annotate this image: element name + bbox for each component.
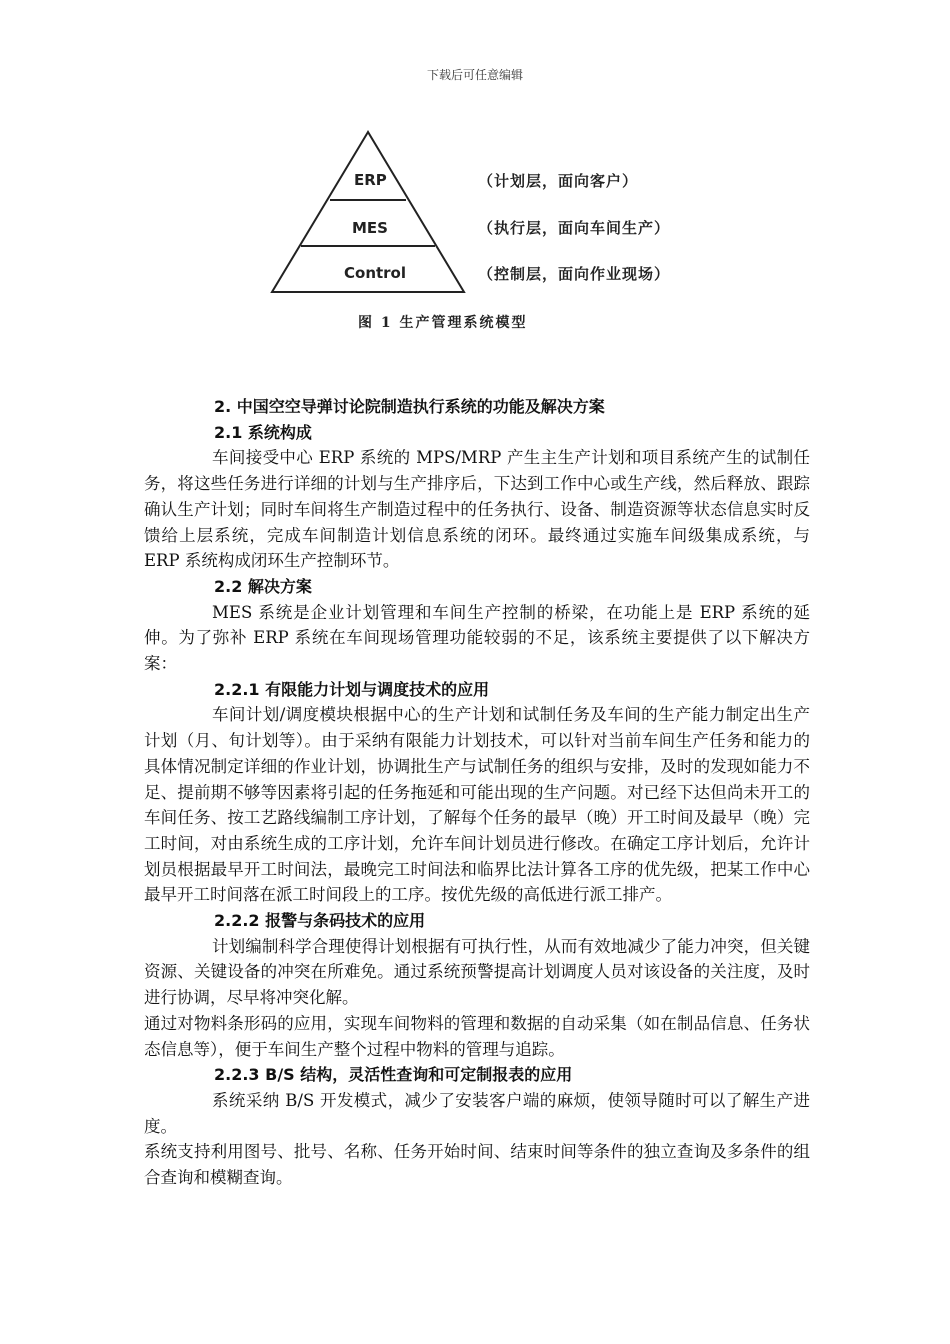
- section-2-2-body: MES 系统是企业计划管理和车间生产控制的桥梁，在功能上是 ERP 系统的延伸。为了弥补 ERP 系统在车间现场管理功能较弱的不足，该系统主要提供了以下解决方案：: [144, 602, 810, 674]
- layer-control-label: Control: [344, 264, 407, 282]
- section-2-2-title: 2.2 解决方案: [214, 576, 312, 596]
- section-2-1-body: 车间接受中心 ERP 系统的 MPS/MRP 产生主生产计划和项目系统产生的试制任务，将这些任务进行详细的计划与生产排序后，下达到工作中心或生产线，然后释放、跟踪确认生产计划；同时车间将生产制造过程中的任务执行、设备、制造资源等状态信息实时反馈给上层系统，完成车间制造计划信息系统的闭环。最终通过实施车间级集成系统，与 ERP 系统构成闭环生产控制环节。: [144, 448, 810, 571]
- section-2-title: 2. 中国空空导弹讨论院制造执行系统的功能及解决方案: [214, 397, 605, 416]
- section-2-2-3-title: 2.2.3 B/S 结构，灵活性查询和可定制报表的应用: [214, 1065, 573, 1085]
- section-2-2-3-body-2: 系统支持利用图号、批号、名称、任务开始时间、结束时间等条件的独立查询及多条件的组合查询和模糊查询。: [144, 1142, 810, 1188]
- pyramid-figure: [268, 128, 698, 338]
- section-2-2-3-body-1: 系统采纳 B/S 开发模式，减少了安装客户端的麻烦，使领导随时可以了解生产进度。: [144, 1090, 810, 1136]
- document-body: [144, 394, 810, 1191]
- section-2-2-2-body-2: 通过对物料条形码的应用，实现车间物料的管理和数据的自动采集（如在制品信息、任务状态信息等），便于车间生产整个过程中物料的管理与追踪。: [144, 1013, 810, 1059]
- layer-control-desc: （控制层，面向作业现场）: [478, 265, 671, 283]
- layer-mes-label: MES: [352, 219, 388, 237]
- page-header: 下载后可任意编辑: [426, 68, 523, 82]
- layer-mes-desc: （执行层，面向车间生产）: [478, 219, 671, 237]
- section-2-2-2-body-1: 计划编制科学合理使得计划根据有可执行性，从而有效地减少了能力冲突，但关键资源、关键设备的冲突在所难免。通过系统预警提高计划调度人员对该设备的关注度，及时进行协调，尽早将冲突化解。: [144, 936, 810, 1008]
- layer-erp-label: ERP: [354, 171, 387, 189]
- section-2-2-1-body: 车间计划/调度模块根据中心的生产计划和试制任务及车间的生产能力制定出生产计划（月、旬计划等）。由于采纳有限能力计划技术，可以针对当前车间生产任务和能力的具体情况制定详细的作业计划，协调批生产与试制任务的组织与安排，及时的发现如能力不足、提前期不够等因素将引起的任务拖延和可能出现的生产问题。对已经下达但尚未开工的车间任务、按工艺路线编制工序计划，了解每个任务的最早（晚）开工时间及最早（晚）完工时间，对由系统生成的工序计划，允许车间计划员进行修改。在确定工序计划后，允许计划员根据最早开工时间法，最晚完工时间法和临界比法计算各工序的优先级，把某工作中心最早开工时间落在派工时间段上的工序。按优先级的高低进行派工排产。: [144, 705, 810, 905]
- section-2-1-title: 2.1 系统构成: [214, 422, 312, 442]
- section-2-2-2-title: 2.2.2 报警与条码技术的应用: [214, 911, 426, 931]
- layer-erp-desc: （计划层，面向客户）: [478, 172, 639, 190]
- section-2-2-1-title: 2.2.1 有限能力计划与调度技术的应用: [214, 679, 490, 699]
- figure-caption: 图 1 生产管理系统模型: [358, 315, 528, 331]
